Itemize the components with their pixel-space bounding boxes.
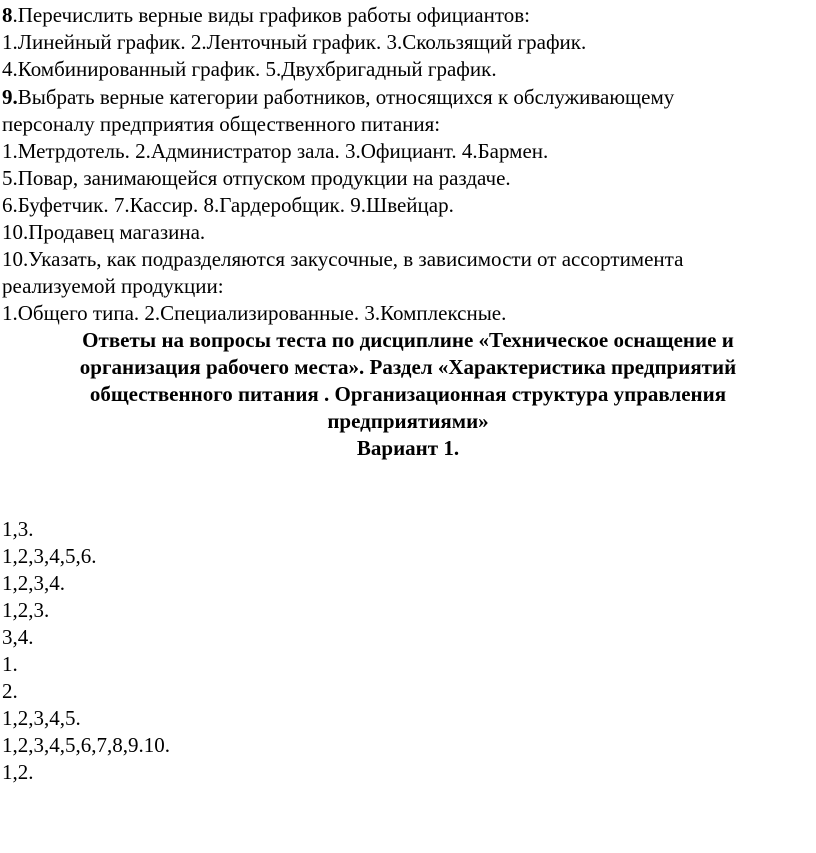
answer-item: 2. [2, 679, 18, 703]
answer-item: 1,2,3,4,5. [2, 706, 81, 730]
question-9-text-line-1: Выбрать верные категории работников, относящихся к обслуживающему [17, 85, 675, 109]
question-8-number: 8 [2, 3, 13, 27]
question-9-options-line-1: 1.Метрдотель. 2.Администратор зала. 3.Официант. 4.Бармен. [2, 139, 549, 163]
question-9-title [2, 84, 674, 110]
question-9-number: 9. [2, 85, 18, 109]
answer-item: 3,4. [2, 625, 34, 649]
answer-item: 1,3. [2, 517, 34, 541]
answer-item: 1,2,3,4. [2, 571, 65, 595]
answer-item: 1,2. [2, 760, 34, 784]
answers-header-line-3: общественного питания . Организационная структура управления [89, 382, 727, 406]
answer-item: 1. [2, 652, 18, 676]
question-10-text-line-2: реализуемой продукции: [2, 274, 224, 298]
question-8-options-line-1: 1.Линейный график. 2.Ленточный график. 3.Скользящий график. [2, 30, 587, 54]
answers-variant-title: Вариант 1. [356, 436, 460, 460]
question-8-options-line-2: 4.Комбинированный график. 5.Двухбригадный график. [2, 57, 497, 81]
question-8-text: .Перечислить верные виды графиков работы официантов: [12, 3, 530, 27]
question-9-text-line-2: персоналу предприятия общественного питания: [2, 112, 441, 136]
question-9-options-line-4: 10.Продавец магазина. [2, 220, 206, 244]
answers-header-line-1: Ответы на вопросы теста по дисциплине «Техническое оснащение и [82, 328, 734, 352]
question-9-options-line-2: 5.Повар, занимающейся отпуском продукции на раздаче. [2, 166, 511, 190]
answer-item: 1,2,3,4,5,6,7,8,9.10. [2, 733, 170, 757]
question-10-options-line-1: 1.Общего типа. 2.Специализированные. 3.Комплексные. [2, 301, 507, 325]
answer-item: 1,2,3,4,5,6. [2, 544, 97, 568]
answers-header-line-2: организация рабочего места». Раздел «Характеристика предприятий [79, 355, 737, 379]
answer-item: 1,2,3. [2, 598, 50, 622]
answers-header-line-4: предприятиями» [327, 409, 489, 433]
question-8-title [2, 2, 530, 28]
question-10-text-line-1: 10.Указать, как подразделяются закусочные, в зависимости от ассортимента [2, 247, 684, 271]
question-9-options-line-3: 6.Буфетчик. 7.Кассир. 8.Гардеробщик. 9.Швейцар. [2, 193, 454, 217]
